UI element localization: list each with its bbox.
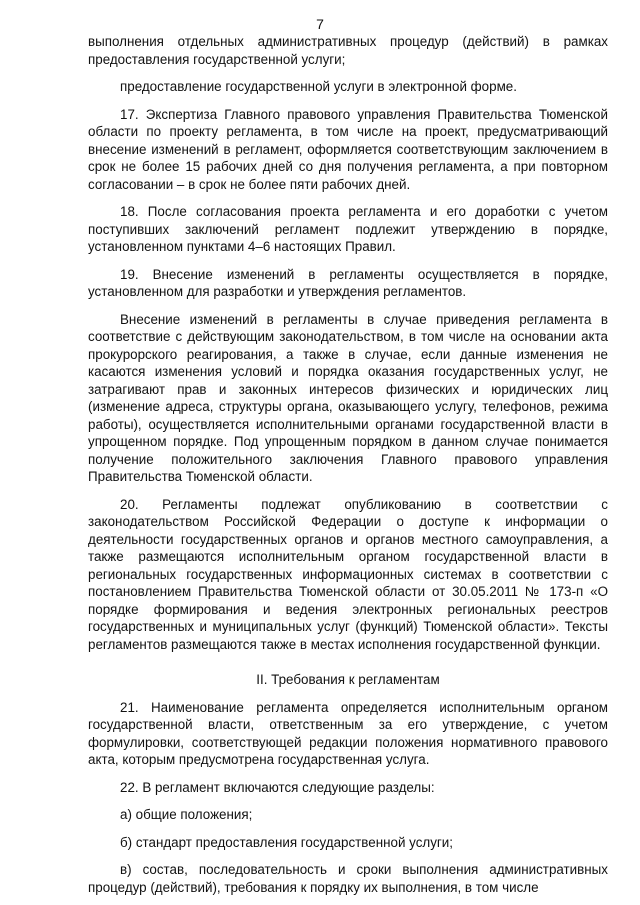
paragraph: выполнения отдельных административных процедур (действий) в рамках предоставления государственной услуги; [88, 34, 608, 67]
paragraph: в) состав, последовательность и сроки выполнения административных процедур (действий), требования к порядку их выполнения, в том числе [88, 862, 608, 895]
paragraph: 21. Наименование регламента определяется исполнительным органом государственной власти, ответственным за его утверждение, с учетом формулировки, соответствующей редакции положения нормативного правового акта, которым предусмотрена государственная услуга. [88, 699, 608, 767]
paragraph: 18. После согласования проекта регламента и его доработки с учетом поступивших заключений регламент подлежит утверждению в порядке, установленном пунктами 4–6 настоящих Правил. [88, 204, 608, 254]
paragraph: 17. Экспертиза Главного правового управления Правительства Тюменской области по проекту регламента, в том числе на проект, предусматривающий внесение изменений в регламент, оформляется соответствующим заключением в срок не более 15 рабочих дней со дня получения регламента, а при повторном согласовании – в срок не более пяти рабочих дней. [88, 106, 608, 192]
paragraph: Внесение изменений в регламенты в случае приведения регламента в соответствие с действующим законодательством, в том числе на основании акта прокурорского реагирования, а также в случае, если данные изменения не касаются изменения условий и порядка оказания государственных услуг, не затрагивают прав и законных интересов физических и юридических лиц (изменение адреса, структуры органа, оказывающего услугу, телефонов, режима работы), осуществляется исполнительными органами государственной власти в упрощенном порядке. Под упрощенным порядком в данном случае понимается получение положительного заключения Главного правового управления Правительства Тюменской области. [88, 311, 608, 484]
paragraph: 19. Внесение изменений в регламенты осуществляется в порядке, установленном для разработки и утверждения регламентов. [88, 266, 608, 299]
paragraph: предоставление государственной услуги в электронной форме. [120, 79, 517, 94]
paragraph: а) общие положения; [120, 807, 253, 822]
paragraph: 22. В регламент включаются следующие разделы: [120, 779, 435, 795]
paragraph: 20. Регламенты подлежат опубликованию в соответствии с законодательством Российской Федерации о доступе к информации о деятельности государственных органов и органов местного самоуправления, а также размещаются исполнительным органом государственной власти в региональных государственных информационных системах в соответствии с постановлением Правительства Тюменской области от 30.05.2011 № 173-п «О порядке формирования и ведения электронных региональных реестров государственных и муниципальных услуг (функций) Тюменской области». Тексты регламентов размещаются также в местах исполнения государственной функции. [88, 496, 608, 652]
paragraph: б) стандарт предоставления государственной услуги; [120, 834, 453, 850]
section-heading: II. Требования к регламентам [256, 672, 440, 687]
page-number: 7 [316, 16, 324, 32]
document-body [88, 33, 608, 896]
